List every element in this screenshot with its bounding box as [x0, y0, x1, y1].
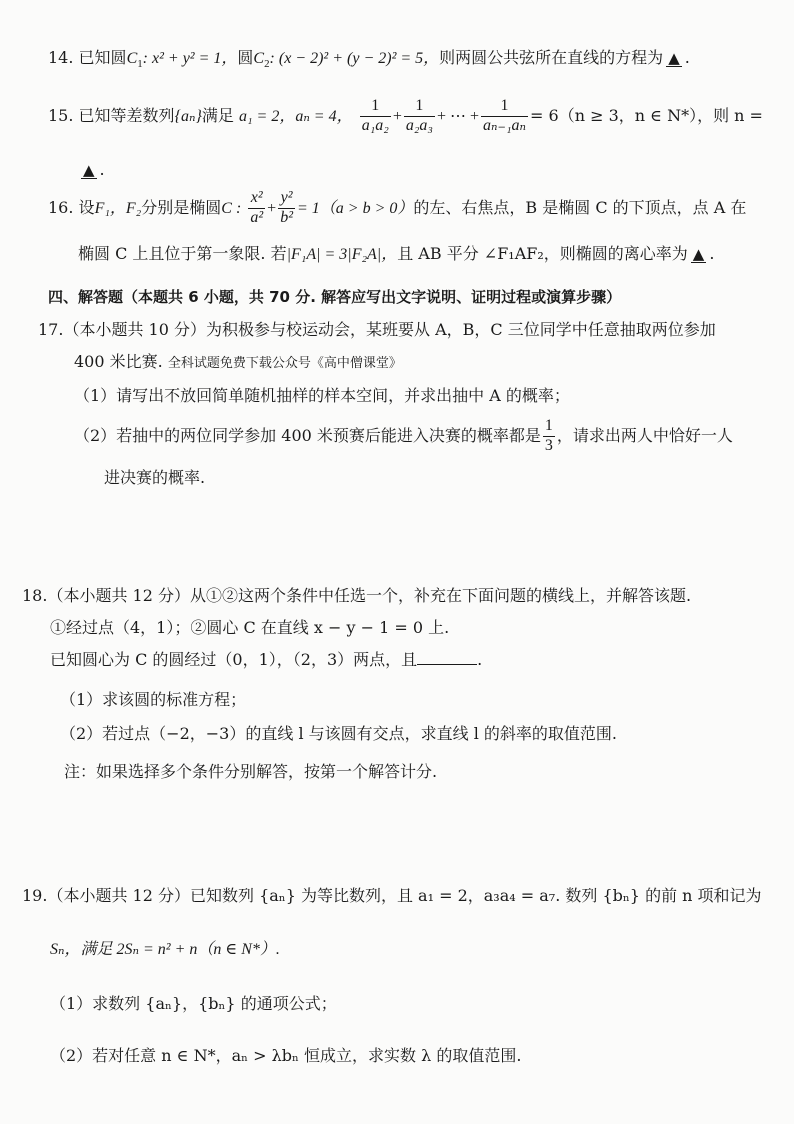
- fraction: [248, 190, 265, 227]
- question-text: 则两圆公共弦所在直线的方程为: [439, 48, 664, 67]
- fraction: [481, 98, 528, 135]
- question-16-line-2: [78, 244, 714, 264]
- question-17-part-2: [74, 418, 733, 455]
- question-text: 满足: [201, 105, 234, 125]
- fraction-denominator: aₙ₋₁aₙ: [483, 116, 527, 134]
- question-text: （2）若抽中的两位同学参加 400 米预赛后能进入决赛的概率都是: [74, 425, 541, 445]
- question-18: 18.（本小题共 12 分）从①②这两个条件中任选一个，补充在下面问题的横线上，并解答该题.: [22, 586, 692, 605]
- question-text: 已知圆心为 C 的圆经过（0，1），（2，3）两点，且: [50, 650, 418, 669]
- ellipsis-sum: + ⋯ +: [436, 107, 480, 125]
- fraction-denominator: 3: [544, 436, 553, 454]
- question-text: 分别是椭圆: [141, 197, 222, 217]
- fraction-numerator: 1: [543, 418, 555, 437]
- period: .: [477, 650, 483, 669]
- plus: +: [392, 107, 402, 125]
- question-19-part-2: （2）若对任意 n ∈ N*，aₙ > λbₙ 恒成立，求实数 λ 的取值范围.: [50, 1046, 522, 1065]
- question-17: 17.（本小题共 10 分）为积极参与校运动会，某班要从 A，B，C 三位同学中任意抽取两位参加: [38, 320, 716, 339]
- period: .: [684, 48, 690, 67]
- question-17-part-1: （1）请写出不放回简单随机抽样的样本空间，并求出抽中 A 的概率；: [74, 386, 570, 405]
- fill-blank: [417, 652, 477, 665]
- question-number: 15.: [48, 105, 74, 125]
- section-heading: 四、解答题（本题共 6 小题，共 70 分. 解答应写出文字说明、证明过程或演算步骤）: [48, 288, 622, 306]
- fraction-denominator: a₂a₃: [405, 116, 433, 134]
- question-18-stem: [50, 650, 482, 669]
- question-text: 400 米比赛.: [74, 352, 163, 371]
- question-17-part-2-cont: 进决赛的概率.: [104, 468, 206, 487]
- fraction-denominator: b²: [280, 208, 293, 226]
- period: .: [99, 160, 105, 179]
- question-19: 19.（本小题共 12 分）已知数列 {aₙ} 为等比数列，且 a₁ = 2，a₃a₄ = a₇. 数列 {bₙ} 的前 n 项和记为: [22, 886, 762, 905]
- circle-label: C: [126, 50, 138, 67]
- answer-triangle-icon: ▲: [692, 245, 705, 263]
- question-17-line-2: [74, 352, 402, 372]
- question-number: 16.: [48, 197, 74, 217]
- question-19-line-2: Sₙ，满足 2Sₙ = n² + n（n ∈ N*）.: [50, 941, 280, 958]
- question-18-part-1: （1）求该圆的标准方程；: [60, 690, 247, 709]
- question-text: 设: [78, 197, 95, 217]
- fraction-numerator: 1: [360, 98, 391, 117]
- question-18-options: ①经过点（4，1）；②圆心 C 在直线 x − y − 1 = 0 上.: [50, 618, 450, 637]
- equation-rhs: = 6（n ≥ 3，n ∈ N*），则 n =: [530, 105, 763, 125]
- subscript: 1: [137, 58, 143, 71]
- equation: : x² + y² = 1，: [142, 50, 238, 67]
- foci: F₁，F₂: [94, 199, 142, 217]
- condition: |F₁A| = 3|F₂A|，: [286, 246, 398, 263]
- question-15: [48, 98, 763, 135]
- fraction-numerator: y²: [278, 190, 295, 209]
- fraction-denominator: a₁a₂: [361, 116, 389, 134]
- period: .: [709, 244, 715, 263]
- fraction: [543, 418, 555, 455]
- question-text: 的左、右焦点，: [413, 197, 526, 217]
- fraction: [278, 190, 295, 227]
- question-text: 椭圆 C 上且位于第一象限. 若: [78, 244, 287, 263]
- fraction: [360, 98, 391, 135]
- sequence: {aₙ}: [174, 107, 202, 125]
- equation: : (x − 2)² + (y − 2)² = 5，: [269, 50, 440, 67]
- answer-triangle-icon: ▲: [83, 161, 95, 179]
- equation-rhs: = 1（a > b > 0）: [296, 199, 414, 217]
- ellipse-label: C :: [221, 199, 242, 217]
- fraction-numerator: 1: [404, 98, 435, 117]
- plus: +: [267, 199, 277, 217]
- question-text: ，请求出两人中恰好一人: [556, 425, 733, 445]
- question-18-note: 注：如果选择多个条件分别解答，按第一个解答计分.: [64, 762, 438, 781]
- condition: a₁ = 2，aₙ = 4，: [238, 107, 353, 125]
- question-text: 已知圆: [78, 48, 127, 67]
- subscript: 2: [264, 58, 270, 71]
- question-text: 圆: [237, 48, 254, 67]
- fraction-denominator: a²: [250, 208, 264, 226]
- question-18-part-2: （2）若过点（−2，−3）的直线 l 与该圆有交点，求直线 l 的斜率的取值范围.: [60, 724, 618, 743]
- question-14: [48, 48, 690, 71]
- answer-triangle-icon: ▲: [668, 49, 680, 67]
- question-text: 且 AB 平分 ∠F₁AF₂，则椭圆的离心率为: [397, 244, 688, 263]
- watermark-text: 全科试题免费下载公众号《高中僧课堂》: [167, 356, 402, 371]
- question-15-answer-line: [78, 160, 105, 179]
- question-19-part-1: （1）求数列 {aₙ}，{bₙ} 的通项公式；: [50, 994, 337, 1013]
- fraction: [404, 98, 435, 135]
- question-text: B 是椭圆 C 的下顶点，点 A 在: [525, 197, 747, 217]
- fraction-numerator: x²: [248, 190, 265, 209]
- question-text: 已知等差数列: [78, 105, 175, 125]
- question-number: 14.: [48, 48, 74, 67]
- circle-label: C: [253, 50, 265, 67]
- fraction-numerator: 1: [481, 98, 528, 117]
- question-16: [48, 190, 746, 227]
